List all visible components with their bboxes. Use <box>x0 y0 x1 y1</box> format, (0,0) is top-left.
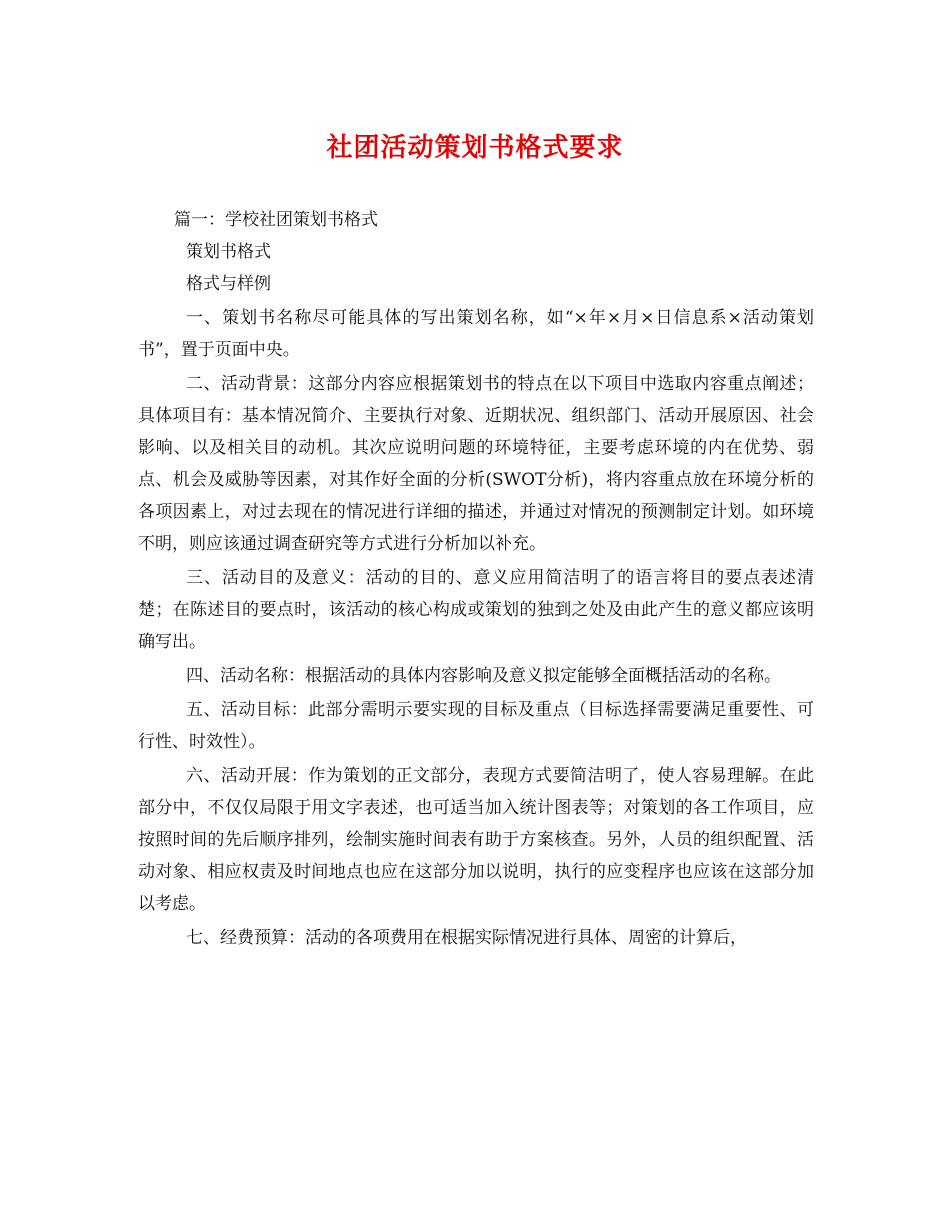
paragraph-purpose: 三、活动目的及意义：活动的目的、意义应用简洁明了的语言将目的要点表述清楚；在陈述目的要点时，该活动的核心构成或策划的独到之处及由此产生的意义都应该明确写出。 <box>138 568 814 652</box>
paragraph-budget: 七、经费预算：活动的各项费用在根据实际情况进行具体、周密的计算后， <box>186 928 747 948</box>
paragraph-title-rule: 一、策划书名称尽可能具体的写出策划名称，如“×年×月×日信息系×活动策划书”，置于页面中央。 <box>138 308 814 360</box>
subheading-examples: 格式与样例 <box>186 274 271 294</box>
paragraph-name: 四、活动名称：根据活动的具体内容影响及意义拟定能够全面概括活动的名称。 <box>186 666 781 686</box>
paragraph-background: 二、活动背景：这部分内容应根据策划书的特点在以下项目中选取内容重点阐述；具体项目有：基本情况简介、主要执行对象、近期状况、组织部门、活动开展原因、社会影响、以及相关目的动机。其次应说明问题的环境特征，主要考虑环境的内在优势、弱点、机会及威胁等因素，对其作好全面的分析(SWOT分析)，将内容重点放在环境分析的各项因素上，对过去现在的情况进行详细的描述，并通过对情况的预测制定计划。如环境不明，则应该通过调查研究等方式进行分析加以补充。 <box>138 374 814 554</box>
paragraph-execution: 六、活动开展：作为策划的正文部分，表现方式要简洁明了，使人容易理解。在此部分中，不仅仅局限于用文字表述，也可适当加入统计图表等；对策划的各工作项目，应按照时间的先后顺序排列，绘制实施时间表有助于方案核查。另外，人员的组织配置、活动对象、相应权责及时间地点也应在这部分加以说明，执行的应变程序也应该在这部分加以考虑。 <box>138 766 814 914</box>
document-body <box>138 204 814 954</box>
paragraph-goals: 五、活动目标：此部分需明示要实现的目标及重点（目标选择需要满足重要性、可行性、时效性）。 <box>138 700 814 752</box>
section-heading: 篇一：学校社团策划书格式 <box>174 210 378 230</box>
page-title: 社团活动策划书格式要求 <box>326 133 624 163</box>
subheading-format: 策划书格式 <box>186 242 271 262</box>
